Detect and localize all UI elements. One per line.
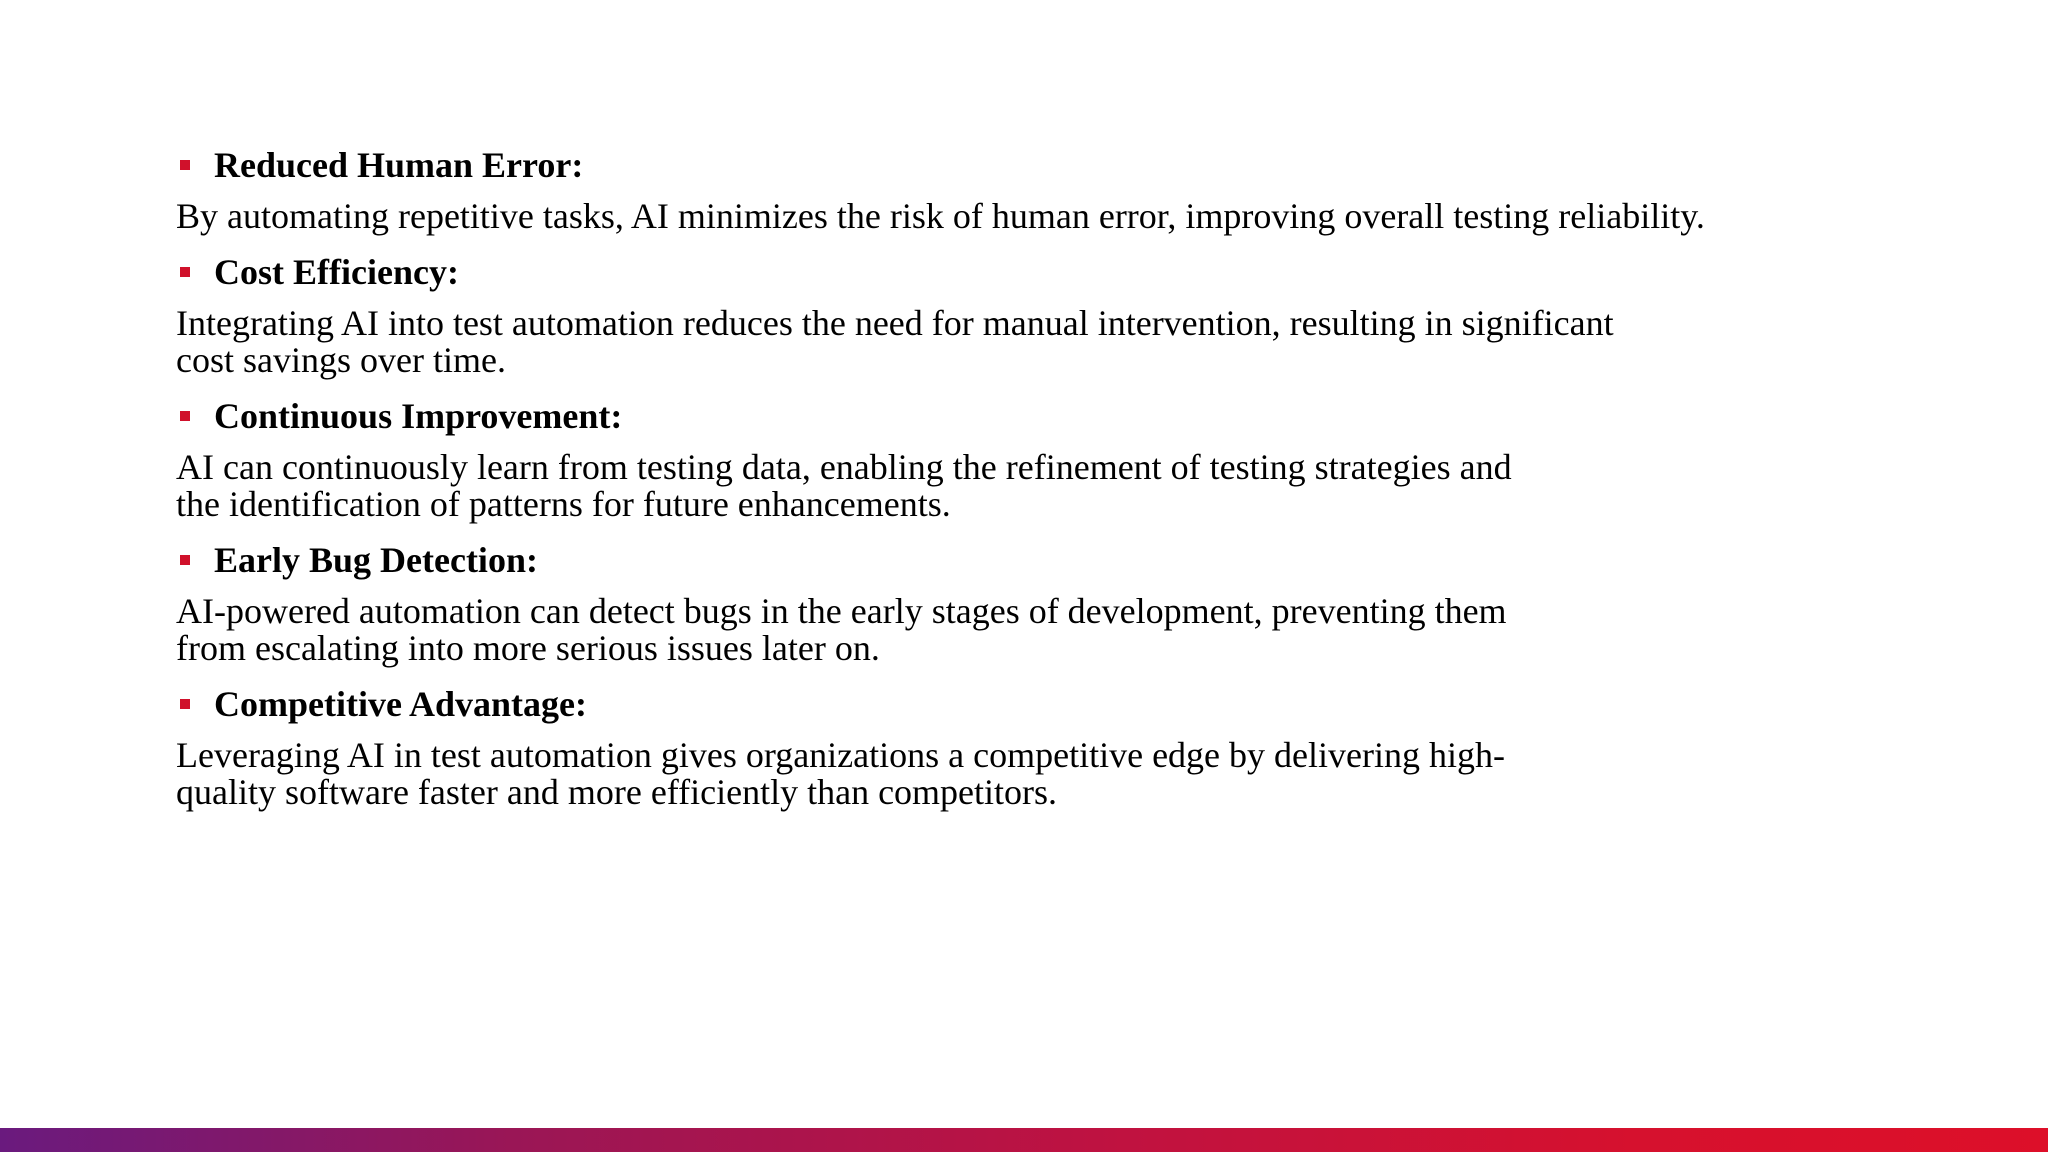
item-heading-row [176, 391, 1856, 441]
square-bullet-icon [180, 267, 190, 277]
square-bullet-icon [180, 411, 190, 421]
list-item [176, 679, 1856, 811]
list-item [176, 535, 1856, 667]
item-body-line: AI can continuously learn from testing data, enabling the refinement of testing strategies and [176, 447, 1512, 487]
item-body-line: cost savings over time. [176, 340, 506, 380]
item-heading: Reduced Human Error: [214, 145, 584, 185]
item-body [176, 198, 1856, 235]
item-body-line: the identification of patterns for future enhancements. [176, 484, 951, 524]
item-body-line: Integrating AI into test automation reduces the need for manual intervention, resulting in significant [176, 303, 1614, 343]
footer-gradient-bar [0, 1128, 2048, 1152]
item-heading: Early Bug Detection: [214, 540, 538, 580]
item-heading: Competitive Advantage: [214, 684, 587, 724]
item-body-line: By automating repetitive tasks, AI minimizes the risk of human error, improving overall testing reliability. [176, 196, 1705, 236]
item-body [176, 449, 1856, 523]
square-bullet-icon [180, 160, 190, 170]
item-body [176, 737, 1856, 811]
list-item [176, 140, 1856, 235]
item-body-line: Leveraging AI in test automation gives organizations a competitive edge by delivering high- [176, 735, 1505, 775]
slide-content [176, 140, 1856, 823]
list-item [176, 247, 1856, 379]
item-heading-row [176, 247, 1856, 297]
item-body-line: from escalating into more serious issues later on. [176, 628, 880, 668]
square-bullet-icon [180, 555, 190, 565]
item-body [176, 305, 1856, 379]
item-body-line: quality software faster and more efficiently than competitors. [176, 772, 1058, 812]
item-heading-row [176, 140, 1856, 190]
list-item [176, 391, 1856, 523]
item-heading: Continuous Improvement: [214, 396, 623, 436]
item-heading-row [176, 679, 1856, 729]
item-heading-row [176, 535, 1856, 585]
item-body-line: AI-powered automation can detect bugs in the early stages of development, preventing them [176, 591, 1507, 631]
item-heading: Cost Efficiency: [214, 252, 459, 292]
item-body [176, 593, 1856, 667]
square-bullet-icon [180, 699, 190, 709]
